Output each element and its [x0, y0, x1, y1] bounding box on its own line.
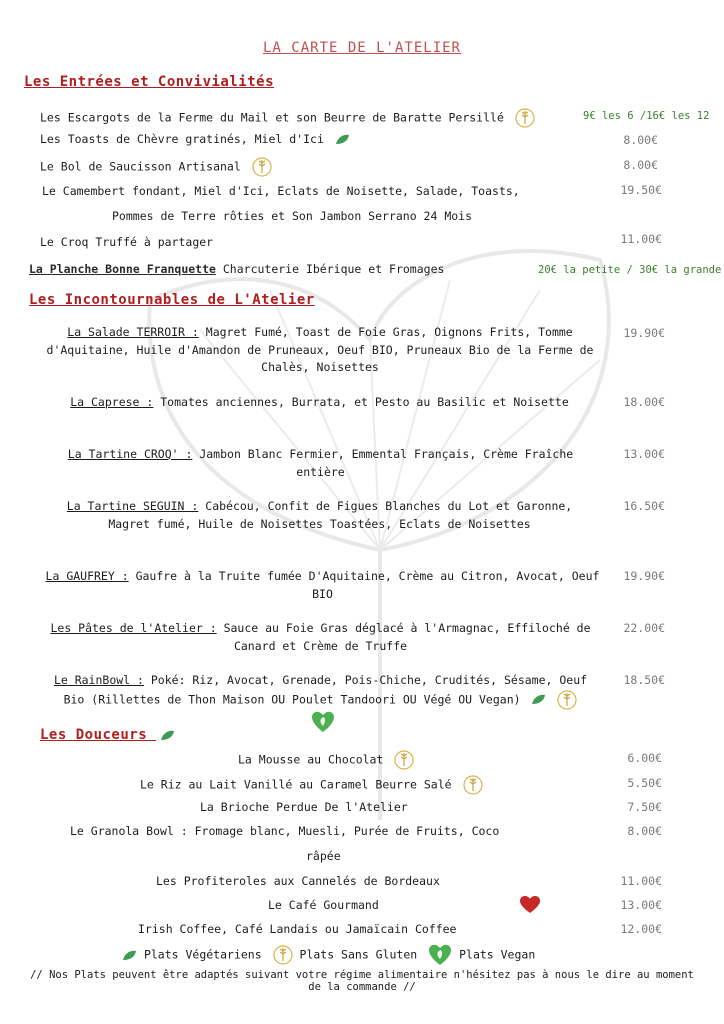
price-toasts-chevre: 8.00€: [623, 133, 658, 147]
price-profiteroles: 11.00€: [620, 874, 662, 888]
item-planche: La Planche Bonne Franquette Charcuterie Ibérique et Fromages: [29, 262, 445, 276]
gluten-free-icon: [394, 750, 414, 770]
item-tartine-seguin: La Tartine SEGUIN : Cabécou, Confit de Figues Blanches du Lot et Garonne, Magret fumé, Huile de Noisettes Toastées, Eclats de Noisettes: [66, 499, 573, 531]
item-granola-line1: Le Granola Bowl : Fromage blanc, Muesli, Purée de Fruits, Coco: [70, 824, 500, 838]
item-granola-line2: râpée: [306, 849, 341, 863]
price-brioche: 7.50€: [627, 800, 662, 814]
price-mousse-chocolat: 6.00€: [627, 751, 662, 765]
gluten-free-icon: [252, 157, 272, 177]
price-caprese: 18.00€: [623, 395, 665, 409]
legend-gluten-free: Plats Sans Gluten: [299, 947, 418, 962]
price-bol-saucisson: 8.00€: [623, 158, 658, 172]
gluten-free-icon: [463, 775, 483, 795]
item-toasts-chevre: Les Toasts de Chèvre gratinés, Miel d'Ici: [40, 132, 350, 146]
item-croq-truffe: Le Croq Truffé à partager: [40, 235, 214, 249]
price-gaufrey: 19.90€: [623, 569, 665, 583]
item-caprese: La Caprese : Tomates anciennes, Burrata, et Pesto au Basilic et Noisette: [70, 395, 569, 409]
vegetarian-leaf-icon: [335, 134, 350, 145]
vegetarian-leaf-icon: [531, 694, 546, 705]
price-planche: 20€ la petite / 30€ la grande: [538, 264, 722, 276]
price-tartine-seguin: 16.50€: [623, 499, 665, 513]
price-irish-coffee: 12.00€: [620, 922, 662, 936]
price-granola: 8.00€: [627, 824, 662, 838]
section-entrees-title: Les Entrées et Convivialités: [24, 74, 275, 90]
item-escargots: Les Escargots de la Ferme du Mail et son Beurre de Baratte Persillé: [40, 108, 535, 128]
section-douceurs-title: Les Douceurs: [40, 727, 175, 743]
price-pates: 22.00€: [623, 621, 665, 635]
item-cafe-gourmand: Le Café Gourmand: [268, 898, 379, 912]
gluten-free-icon: [273, 945, 293, 965]
price-rainbowl: 18.50€: [623, 673, 665, 687]
legend-vegan: Plats Vegan: [459, 947, 536, 962]
price-croq-truffe: 11.00€: [620, 232, 662, 246]
price-salade-terroir: 19.90€: [623, 326, 665, 340]
item-pates: Les Pâtes de l'Atelier : Sauce au Foie Gras déglacé à l'Armagnac, Effiloché de Canard et Crème de Truffe: [50, 621, 591, 653]
price-cafe-gourmand: 13.00€: [620, 898, 662, 912]
item-brioche: La Brioche Perdue De l'Atelier: [200, 800, 408, 814]
gluten-free-icon: [515, 108, 535, 128]
price-escargots: 9€ les 6 /16€ les 12: [583, 110, 710, 122]
vegan-icon: [311, 710, 335, 734]
section-incontournables-title: Les Incontournables de L'Atelier: [29, 292, 315, 308]
price-tartine-croq: 13.00€: [623, 447, 665, 461]
item-camembert-line2: Pommes de Terre rôties et Son Jambon Serrano 24 Mois: [112, 209, 473, 223]
item-irish-coffee: Irish Coffee, Café Landais ou Jamaïcain Coffee: [138, 922, 457, 936]
legend-vegetarian: Plats Végétariens: [143, 947, 262, 962]
item-salade-terroir: La Salade TERROIR : Magret Fumé, Toast de Foie Gras, Oignons Frits, Tomme d'Aquitaine, Huile d'Amandon de Pruneaux, Oeuf BIO, Pruneaux Bio de la Ferme de Chalès, Noisettes: [46, 325, 594, 374]
heart-icon: [520, 896, 540, 914]
item-riz-au-lait: Le Riz au Lait Vanillé au Caramel Beurre Salé: [140, 775, 483, 795]
item-tartine-croq: La Tartine CROQ' : Jambon Blanc Fermier, Emmental Français, Crème Fraîche entière: [67, 447, 574, 479]
item-rainbowl: Le RainBowl : Poké: Riz, Avocat, Grenade, Pois-Chiche, Crudités, Sésame, Oeuf Bio (Rillettes de Thon Maison OU Poulet Tandoori OU Végé OU Vegan): [48, 672, 593, 734]
item-profiteroles: Les Profiteroles aux Cannelés de Bordeaux: [156, 874, 440, 888]
item-camembert-line1: Le Camembert fondant, Miel d'Ici, Eclats de Noisette, Salade, Toasts,: [42, 184, 520, 198]
price-camembert: 19.50€: [620, 183, 662, 197]
menu-title: LA CARTE DE L'ATELIER: [262, 40, 461, 56]
legend: [122, 943, 535, 967]
item-mousse-chocolat: La Mousse au Chocolat: [238, 750, 414, 770]
vegan-icon: [428, 943, 452, 967]
item-gaufrey: La GAUFREY : Gaufre à la Truite fumée D'Aquitaine, Crème au Citron, Avocat, Oeuf BIO: [45, 569, 600, 601]
footnote: // Nos Plats peuvent être adaptés suivant votre régime alimentaire n'hésitez pas à nous le dire au moment de la commande //: [30, 969, 694, 993]
vegetarian-leaf-icon: [160, 730, 175, 741]
vegetarian-leaf-icon: [122, 950, 137, 961]
item-bol-saucisson: Le Bol de Saucisson Artisanal: [40, 157, 272, 177]
gluten-free-icon: [557, 690, 577, 710]
price-riz-au-lait: 5.50€: [627, 776, 662, 790]
